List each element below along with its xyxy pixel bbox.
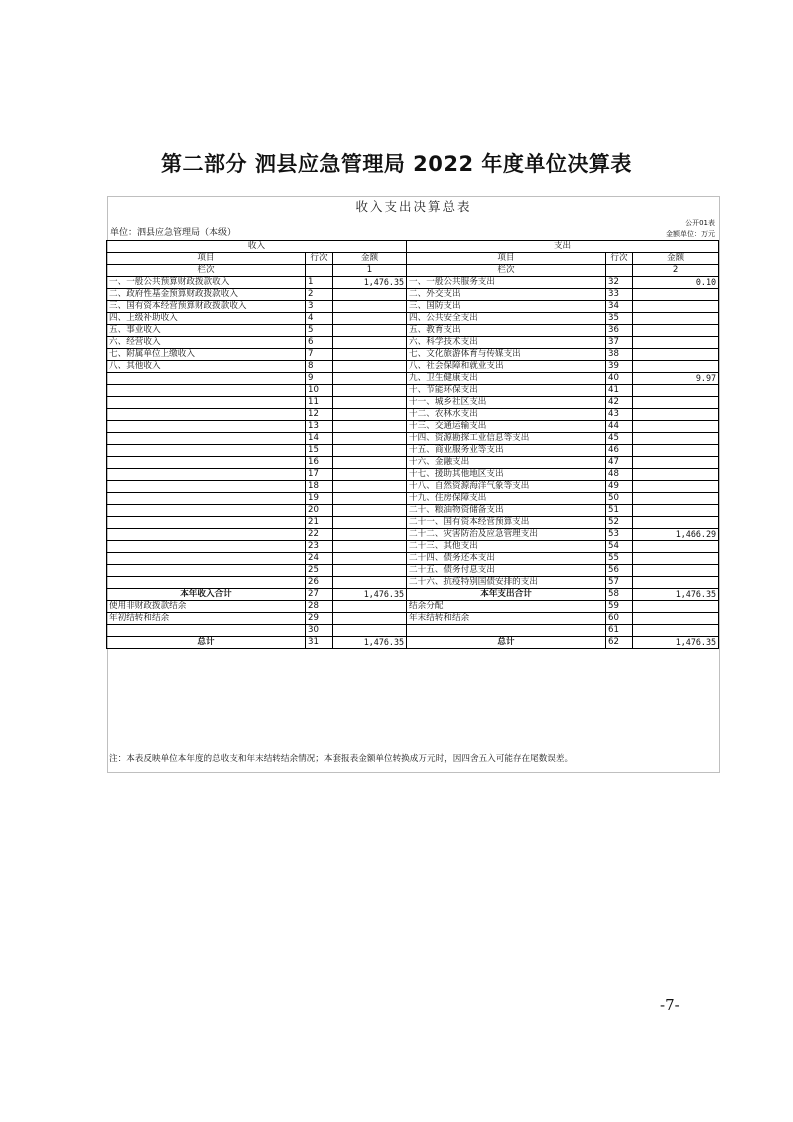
income-lanci-label: 栏次	[107, 265, 306, 277]
income-item-header: 项目	[107, 253, 306, 265]
income-item-cell	[107, 529, 306, 541]
income-row-no-cell: 2	[306, 289, 333, 301]
expense-amount-cell	[633, 433, 719, 445]
income-amount-cell	[333, 457, 407, 469]
income-row-no-cell: 31	[306, 637, 333, 649]
table-row	[107, 529, 719, 541]
table-row	[107, 277, 719, 289]
table-row	[107, 349, 719, 361]
expense-amount-cell: 0.10	[633, 277, 719, 289]
expense-item-cell	[407, 625, 606, 637]
expense-amount-cell	[633, 409, 719, 421]
expense-item-cell: 二十、粮油物资储备支出	[407, 505, 606, 517]
table-row	[107, 337, 719, 349]
expense-row-no-cell: 58	[606, 589, 633, 601]
income-item-cell	[107, 409, 306, 421]
table-row	[107, 481, 719, 493]
expense-amount-cell	[633, 361, 719, 373]
expense-item-cell: 十六、金融支出	[407, 457, 606, 469]
income-amount-cell	[333, 565, 407, 577]
income-item-cell	[107, 493, 306, 505]
expense-amount-cell	[633, 625, 719, 637]
expense-row-no-cell: 54	[606, 541, 633, 553]
expense-item-cell: 二十六、抗疫特别国债安排的支出	[407, 577, 606, 589]
expense-row-no-cell: 62	[606, 637, 633, 649]
income-row-no-cell: 21	[306, 517, 333, 529]
income-lanci-number: 1	[333, 265, 407, 277]
income-item-cell: 三、国有资本经营预算财政拨款收入	[107, 301, 306, 313]
income-amount-cell	[333, 349, 407, 361]
income-amount-cell	[333, 373, 407, 385]
table-row	[107, 313, 719, 325]
amount-unit: 金额单位：万元	[666, 230, 715, 238]
expense-amount-cell	[633, 421, 719, 433]
expense-amount-cell	[633, 301, 719, 313]
income-row-no-header: 行次	[306, 253, 333, 265]
income-item-cell: 一、一般公共预算财政拨款收入	[107, 277, 306, 289]
income-item-cell	[107, 565, 306, 577]
expense-row-no-cell: 35	[606, 313, 633, 325]
form-code-row	[108, 219, 719, 228]
income-row-no-cell: 16	[306, 457, 333, 469]
expense-item-cell: 十五、商业服务业等支出	[407, 445, 606, 457]
expense-amount-cell	[633, 517, 719, 529]
expense-row-no-cell: 34	[606, 301, 633, 313]
table-row	[107, 589, 719, 601]
table-row	[107, 541, 719, 553]
expense-lanci-blank	[606, 265, 633, 277]
income-amount-cell	[333, 313, 407, 325]
expense-row-no-cell: 57	[606, 577, 633, 589]
table-row	[107, 469, 719, 481]
expense-item-cell: 总计	[407, 637, 606, 649]
income-amount-cell	[333, 529, 407, 541]
expense-item-header: 项目	[407, 253, 606, 265]
income-item-cell	[107, 625, 306, 637]
income-item-cell: 四、上级补助收入	[107, 313, 306, 325]
income-amount-cell	[333, 553, 407, 565]
income-row-no-cell: 5	[306, 325, 333, 337]
income-row-no-cell: 22	[306, 529, 333, 541]
income-item-cell	[107, 553, 306, 565]
unit-row	[108, 230, 719, 239]
expense-item-cell: 六、科学技术支出	[407, 337, 606, 349]
expense-row-no-cell: 52	[606, 517, 633, 529]
income-item-cell	[107, 373, 306, 385]
income-amount-cell	[333, 517, 407, 529]
expense-row-no-cell: 32	[606, 277, 633, 289]
income-row-no-cell: 28	[306, 601, 333, 613]
income-item-cell	[107, 577, 306, 589]
income-item-cell	[107, 385, 306, 397]
expense-item-cell: 年末结转和结余	[407, 613, 606, 625]
page-number: -7-	[660, 996, 680, 1014]
income-row-no-cell: 19	[306, 493, 333, 505]
income-row-no-cell: 27	[306, 589, 333, 601]
income-amount-cell	[333, 289, 407, 301]
income-item-cell	[107, 481, 306, 493]
lanci-row	[107, 265, 719, 277]
expense-row-no-cell: 50	[606, 493, 633, 505]
income-item-cell: 使用非财政拨款结余	[107, 601, 306, 613]
table-row	[107, 493, 719, 505]
expense-amount-cell	[633, 337, 719, 349]
expense-row-no-header: 行次	[606, 253, 633, 265]
table-row	[107, 637, 719, 649]
table-row	[107, 625, 719, 637]
income-amount-cell: 1,476.35	[333, 637, 407, 649]
income-row-no-cell: 6	[306, 337, 333, 349]
income-row-no-cell: 20	[306, 505, 333, 517]
expense-row-no-cell: 43	[606, 409, 633, 421]
income-item-cell: 本年收入合计	[107, 589, 306, 601]
expense-amount-cell	[633, 613, 719, 625]
table-row	[107, 613, 719, 625]
income-row-no-cell: 18	[306, 481, 333, 493]
expense-amount-header: 金额	[633, 253, 719, 265]
income-row-no-cell: 3	[306, 301, 333, 313]
expense-row-no-cell: 51	[606, 505, 633, 517]
expense-item-cell: 三、国防支出	[407, 301, 606, 313]
income-expense-table	[106, 240, 719, 649]
expense-amount-cell	[633, 349, 719, 361]
income-amount-cell	[333, 625, 407, 637]
expense-item-cell: 十、节能环保支出	[407, 385, 606, 397]
income-item-cell	[107, 517, 306, 529]
table-row	[107, 385, 719, 397]
form-code: 公开01表	[685, 219, 715, 227]
expense-amount-cell	[633, 601, 719, 613]
sheet-title: 收入支出决算总表	[355, 199, 472, 214]
income-row-no-cell: 7	[306, 349, 333, 361]
table-row	[107, 445, 719, 457]
income-amount-cell	[333, 613, 407, 625]
expense-item-cell: 七、文化旅游体育与传媒支出	[407, 349, 606, 361]
table-row	[107, 301, 719, 313]
income-row-no-cell: 25	[306, 565, 333, 577]
expense-lanci-number: 2	[633, 265, 719, 277]
income-item-cell	[107, 445, 306, 457]
expense-amount-cell	[633, 445, 719, 457]
income-item-cell	[107, 469, 306, 481]
expense-amount-cell	[633, 313, 719, 325]
expense-row-no-cell: 41	[606, 385, 633, 397]
expense-item-cell: 九、卫生健康支出	[407, 373, 606, 385]
table-row	[107, 577, 719, 589]
table-row	[107, 397, 719, 409]
income-amount-cell	[333, 433, 407, 445]
income-amount-cell	[333, 481, 407, 493]
expense-row-no-cell: 53	[606, 529, 633, 541]
expense-row-no-cell: 39	[606, 361, 633, 373]
column-header-row	[107, 253, 719, 265]
expense-amount-cell	[633, 325, 719, 337]
expense-item-cell: 二十四、债务还本支出	[407, 553, 606, 565]
expense-row-no-cell: 47	[606, 457, 633, 469]
expense-item-cell: 十九、住房保障支出	[407, 493, 606, 505]
table-row	[107, 325, 719, 337]
expense-amount-cell	[633, 289, 719, 301]
expense-row-no-cell: 37	[606, 337, 633, 349]
expense-item-cell: 十一、城乡社区支出	[407, 397, 606, 409]
expense-item-cell: 二十二、灾害防治及应急管理支出	[407, 529, 606, 541]
expense-amount-cell: 1,476.35	[633, 589, 719, 601]
expense-header: 支出	[407, 241, 719, 253]
income-row-no-cell: 30	[306, 625, 333, 637]
income-amount-cell	[333, 385, 407, 397]
table-row	[107, 361, 719, 373]
income-amount-cell	[333, 541, 407, 553]
table-note: 注：本表反映单位本年度的总收支和年末结转结余情况；本套报表金额单位转换成万元时，因四舍五入可能存在尾数误差。	[109, 754, 574, 764]
income-row-no-cell: 26	[306, 577, 333, 589]
income-row-no-cell: 17	[306, 469, 333, 481]
income-item-cell: 六、经营收入	[107, 337, 306, 349]
income-row-no-cell: 24	[306, 553, 333, 565]
expense-row-no-cell: 55	[606, 553, 633, 565]
income-item-cell: 五、事业收入	[107, 325, 306, 337]
expense-row-no-cell: 45	[606, 433, 633, 445]
income-row-no-cell: 12	[306, 409, 333, 421]
expense-row-no-cell: 48	[606, 469, 633, 481]
expense-amount-cell	[633, 397, 719, 409]
income-row-no-cell: 1	[306, 277, 333, 289]
table-row	[107, 433, 719, 445]
expense-amount-cell	[633, 541, 719, 553]
expense-lanci-label: 栏次	[407, 265, 606, 277]
income-item-cell: 总计	[107, 637, 306, 649]
expense-amount-cell	[633, 385, 719, 397]
expense-item-cell: 二十三、其他支出	[407, 541, 606, 553]
expense-amount-cell: 1,476.35	[633, 637, 719, 649]
expense-row-no-cell: 60	[606, 613, 633, 625]
expense-item-cell: 二、外交支出	[407, 289, 606, 301]
expense-row-no-cell: 49	[606, 481, 633, 493]
expense-item-cell: 八、社会保障和就业支出	[407, 361, 606, 373]
expense-item-cell: 五、教育支出	[407, 325, 606, 337]
income-item-cell	[107, 541, 306, 553]
expense-item-cell: 四、公共安全支出	[407, 313, 606, 325]
expense-row-no-cell: 38	[606, 349, 633, 361]
expense-row-no-cell: 44	[606, 421, 633, 433]
income-item-cell	[107, 397, 306, 409]
expense-item-cell: 十七、援助其他地区支出	[407, 469, 606, 481]
income-row-no-cell: 23	[306, 541, 333, 553]
income-amount-cell	[333, 397, 407, 409]
expense-row-no-cell: 40	[606, 373, 633, 385]
income-amount-cell	[333, 361, 407, 373]
expense-amount-cell	[633, 565, 719, 577]
income-amount-cell	[333, 469, 407, 481]
table-row	[107, 565, 719, 577]
income-amount-cell	[333, 421, 407, 433]
table-row	[107, 421, 719, 433]
expense-item-cell: 十二、农林水支出	[407, 409, 606, 421]
expense-amount-cell	[633, 505, 719, 517]
expense-row-no-cell: 46	[606, 445, 633, 457]
income-header: 收入	[107, 241, 407, 253]
expense-item-cell: 十四、资源勘探工业信息等支出	[407, 433, 606, 445]
income-row-no-cell: 10	[306, 385, 333, 397]
income-amount-cell	[333, 337, 407, 349]
table-row	[107, 517, 719, 529]
expense-row-no-cell: 33	[606, 289, 633, 301]
income-amount-cell	[333, 409, 407, 421]
income-item-cell	[107, 421, 306, 433]
expense-amount-cell: 9.97	[633, 373, 719, 385]
expense-row-no-cell: 61	[606, 625, 633, 637]
income-row-no-cell: 11	[306, 397, 333, 409]
table-row	[107, 289, 719, 301]
expense-item-cell: 二十五、债务付息支出	[407, 565, 606, 577]
income-amount-cell	[333, 577, 407, 589]
income-item-cell	[107, 433, 306, 445]
expense-amount-cell	[633, 481, 719, 493]
expense-item-cell: 十八、自然资源海洋气象等支出	[407, 481, 606, 493]
expense-amount-cell	[633, 457, 719, 469]
income-row-no-cell: 9	[306, 373, 333, 385]
expense-row-no-cell: 36	[606, 325, 633, 337]
income-row-no-cell: 8	[306, 361, 333, 373]
expense-amount-cell: 1,466.29	[633, 529, 719, 541]
expense-amount-cell	[633, 469, 719, 481]
table-row	[107, 505, 719, 517]
income-amount-cell	[333, 325, 407, 337]
section-header-row	[107, 241, 719, 253]
income-item-cell: 八、其他收入	[107, 361, 306, 373]
income-row-no-cell: 15	[306, 445, 333, 457]
table-row	[107, 373, 719, 385]
income-row-no-cell: 4	[306, 313, 333, 325]
expense-row-no-cell: 42	[606, 397, 633, 409]
table-row	[107, 601, 719, 613]
income-amount-cell	[333, 601, 407, 613]
income-amount-cell	[333, 301, 407, 313]
expense-row-no-cell: 56	[606, 565, 633, 577]
income-row-no-cell: 14	[306, 433, 333, 445]
expense-item-cell: 一、一般公共服务支出	[407, 277, 606, 289]
table-row	[107, 409, 719, 421]
income-amount-header: 金额	[333, 253, 407, 265]
income-row-no-cell: 29	[306, 613, 333, 625]
income-lanci-blank	[306, 265, 333, 277]
income-item-cell	[107, 457, 306, 469]
table-row	[107, 457, 719, 469]
income-amount-cell: 1,476.35	[333, 589, 407, 601]
income-amount-cell	[333, 445, 407, 457]
expense-amount-cell	[633, 493, 719, 505]
income-item-cell: 二、政府性基金预算财政拨款收入	[107, 289, 306, 301]
income-item-cell: 年初结转和结余	[107, 613, 306, 625]
expense-item-cell: 二十一、国有资本经营预算支出	[407, 517, 606, 529]
income-row-no-cell: 13	[306, 421, 333, 433]
expense-amount-cell	[633, 553, 719, 565]
table-row	[107, 553, 719, 565]
expense-amount-cell	[633, 577, 719, 589]
income-amount-cell: 1,476.35	[333, 277, 407, 289]
expense-item-cell: 十三、交通运输支出	[407, 421, 606, 433]
income-item-cell: 七、附属单位上缴收入	[107, 349, 306, 361]
unit-label: 单位：泗县应急管理局（本级）	[110, 228, 237, 238]
income-item-cell	[107, 505, 306, 517]
expense-item-cell: 结余分配	[407, 601, 606, 613]
income-amount-cell	[333, 505, 407, 517]
expense-item-cell: 本年支出合计	[407, 589, 606, 601]
expense-row-no-cell: 59	[606, 601, 633, 613]
income-amount-cell	[333, 493, 407, 505]
page-title: 第二部分 泗县应急管理局 2022 年度单位决算表	[161, 152, 632, 176]
